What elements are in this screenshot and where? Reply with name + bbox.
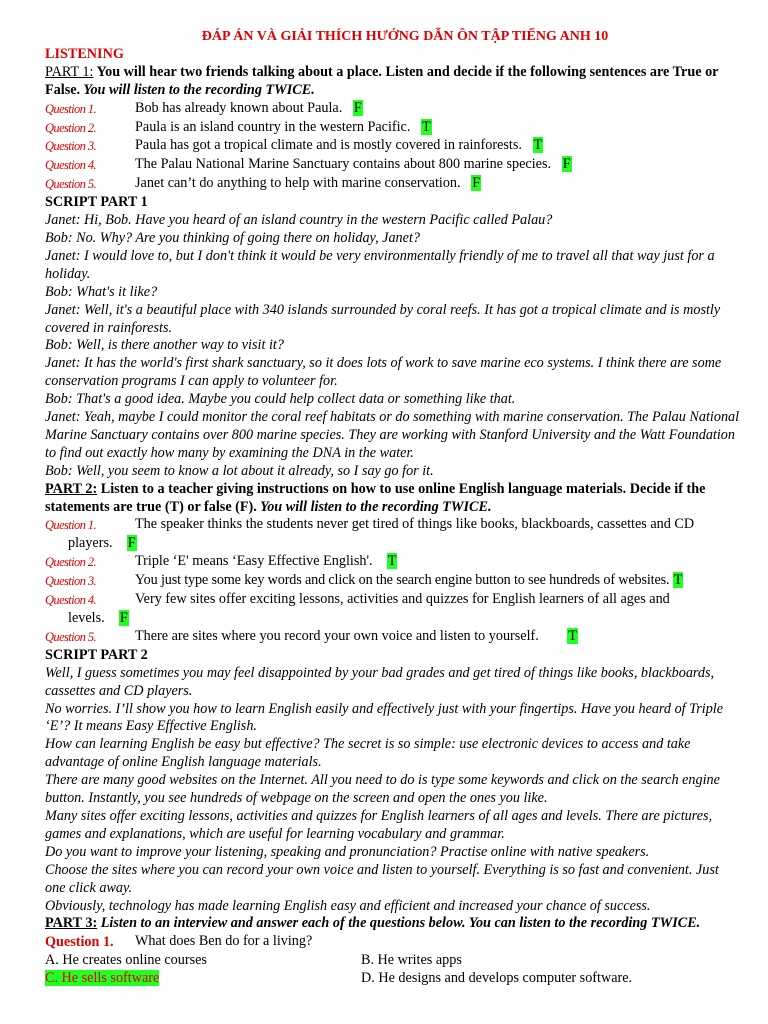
answer-badge: T [422, 118, 431, 135]
question-label: Question 4. [45, 593, 97, 608]
part1-question [45, 119, 740, 138]
option-a: A. He creates online courses [45, 952, 207, 969]
script-line: There are many good websites on the Internet. All you need to do is type some keywords and click on the search engine button. Instantly, you see hundreds of webpage on the screen and open the ones you like. [45, 772, 720, 807]
script-line: Many sites offer exciting lessons, activities and quizzes for English learners of all ages and levels. There are pictures, games and explanations, which are useful for learning vocabulary and grammar. [45, 807, 713, 842]
script1-heading: SCRIPT PART 1 [45, 194, 148, 211]
script-line: Bob: No. Why? Are you thinking of going there on holiday, Janet? [45, 229, 420, 246]
question-text: Very few sites offer exciting lessons, activities and quizzes for English learners of all ages and [135, 591, 670, 608]
script-line: Janet: I would love to, but I don't think it would be very environmentally friendly of me to travel all that way just for a holiday. [45, 247, 715, 282]
part2-question [45, 516, 740, 553]
question-text: You just type some key words and click on the search engine button to see hundreds of websites. [135, 572, 670, 589]
question-label: Question 5. [45, 629, 97, 644]
script2-heading: SCRIPT PART 2 [45, 646, 148, 663]
question-label: Question 3. [45, 139, 97, 154]
part3-instruction-text: Listen to an interview and answer each of the questions below. You can listen to the recording TWICE. [97, 915, 701, 932]
question-text-continued: levels. [68, 610, 105, 626]
part2-instruction-italic: You will listen to the recording TWICE. [256, 498, 492, 515]
part2-question [45, 572, 740, 591]
question-label: Question 4. [45, 158, 97, 173]
option-b: B. He writes apps [361, 952, 462, 969]
script-line: Bob: That's a good idea. Maybe you could help collect data or something like that. [45, 391, 516, 408]
script-line: How can learning English be easy but effective? The secret is so simple: use electronic devices to access and take advantage of online English language materials. [45, 736, 691, 771]
answer-badge: T [673, 572, 683, 589]
option-d: D. He designs and develops computer software. [361, 970, 633, 987]
part1-instruction [45, 64, 740, 100]
part1-instruction-text: You will hear two friends talking about a place. Listen and decide if the following sentences are True or False. [45, 63, 719, 98]
script-line: Bob: What's it like? [45, 283, 158, 300]
script-line: Do you want to improve your listening, speaking and pronunciation? Practise online with native speakers. [45, 843, 650, 860]
question-label: Question 1. [45, 101, 97, 116]
part1-question [45, 137, 740, 156]
part1-instruction-italic: You will listen to the recording TWICE. [80, 81, 315, 98]
document-title: ĐÁP ÁN VÀ GIẢI THÍCH HƯỚNG DẪN ÔN TẬP TIẾNG ANH 10 [201, 29, 609, 44]
script-line: Bob: Well, is there another way to visit it? [45, 337, 284, 354]
answer-badge: F [562, 156, 571, 173]
part2-question [45, 553, 740, 572]
section-heading: LISTENING [45, 45, 124, 62]
question-text-continued: players. [68, 535, 113, 552]
script-line: No worries. I’ll show you how to learn English easily and effectively just with your fingertips. Have you heard of Triple ‘E’? It means Easy Effective English. [45, 700, 724, 735]
question-text: The speaker thinks the students never get tired of things like books, blackboards, cassettes and CD [135, 516, 695, 533]
question-label: Question 2. [45, 120, 97, 135]
question-text: There are sites where you record your own voice and listen to yourself. [135, 627, 539, 644]
script-line: Janet: Yeah, maybe I could monitor the coral reef habitats or do something with marine conservation. The Palau National Marine Sanctuary contains over 800 marine species. They are working with Stanford University and the Watt Foundation to find out exactly how many by examining the DNA in the water. [45, 409, 740, 461]
part1-label: PART 1: [45, 63, 94, 80]
part1-question [45, 156, 740, 175]
question-text: Paula has got a tropical climate and is mostly covered in rainforests. [135, 137, 522, 154]
script-line: Well, I guess sometimes you may feel disappointed by your bad grades and get tired of things like books, blackboards, cassettes and CD players. [45, 664, 715, 699]
script-line: Obviously, technology has made learning English easy and efficient and increased your chance of success. [45, 897, 651, 914]
question-label: Question 2. [45, 555, 97, 570]
part2-question [45, 591, 740, 628]
question-text: What does Ben do for a living? [135, 933, 313, 950]
option-c-correct: C. He sells software [45, 970, 160, 987]
answer-badge: T [387, 553, 397, 570]
question-text: The Palau National Marine Sanctuary contains about 800 marine species. [135, 156, 552, 173]
answer-badge: F [353, 99, 362, 116]
script-line: Janet: Well, it's a beautiful place with 340 islands surrounded by coral reefs. It has got a tropical climate and is mostly covered in rainforests. [45, 301, 721, 336]
answer-badge: T [533, 137, 543, 154]
question-text: Janet can’t do anything to help with marine conservation. [135, 175, 461, 192]
part1-question [45, 175, 740, 194]
part3-label: PART 3: [45, 915, 98, 932]
question-label: Question 5. [45, 177, 97, 192]
question-label: Question 3. [45, 574, 97, 589]
answer-badge: T [568, 627, 577, 644]
part2-instruction [45, 481, 740, 517]
part3-question [45, 933, 740, 952]
question-text: Bob has already known about Paula. [135, 99, 343, 116]
answer-badge: F [127, 535, 136, 552]
question-label: Question 1. [45, 518, 97, 533]
part2-question [45, 628, 740, 647]
part2-label: PART 2: [45, 480, 98, 497]
answer-badge: F [119, 610, 128, 626]
part1-question [45, 100, 740, 119]
question-text: Paula is an island country in the western Pacific. [135, 118, 411, 135]
question-text: Triple ‘E' means ‘Easy Effective English'. [135, 553, 373, 570]
script-line: Choose the sites where you can record your own voice and listen to yourself. Everything is so fast and convenient. Just one click away. [45, 861, 719, 896]
options-row [45, 970, 740, 988]
script-line: Janet: Hi, Bob. Have you heard of an island country in the western Pacific called Palau? [45, 212, 553, 229]
part3-instruction [45, 915, 740, 933]
options-row [45, 952, 740, 970]
question-label: Question 1. [45, 934, 114, 951]
script-line: Bob: Well, you seem to know a lot about it already, so I say go for it. [45, 462, 434, 479]
answer-badge: F [472, 175, 481, 192]
script-line: Janet: It has the world's first shark sanctuary, so it does lots of work to save marine eco systems. I think there are some conservation programs I can apply to volunteer for. [45, 355, 722, 390]
part2-instruction-text: Listen to a teacher giving instructions on how to use online English language materials. Decide if the statements are true (T) or false (F). [45, 480, 706, 515]
document-page [45, 28, 740, 988]
